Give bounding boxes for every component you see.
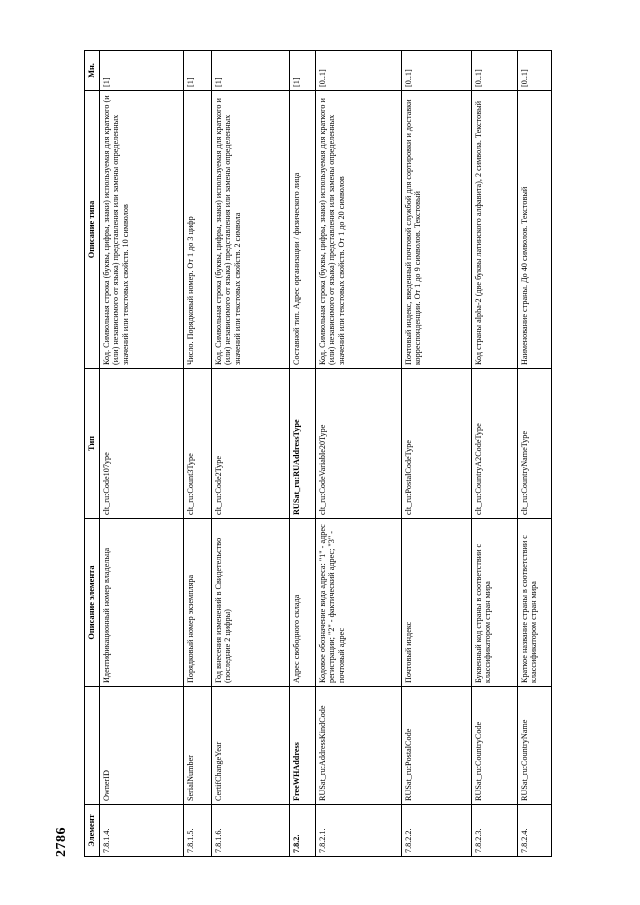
cell-type: RUSat_ru:RUAddressType xyxy=(289,368,315,518)
cell-type: clt_ru:Count3Type xyxy=(183,368,211,518)
cell-element-description: Почтовый индекс xyxy=(401,518,471,686)
cell-multiplicity: [0..1] xyxy=(517,50,551,90)
cell-type-description: Составной тип. Адрес организации / физического лица xyxy=(289,90,315,368)
cell-element-number: 7.8.2.1. xyxy=(315,804,401,856)
page-number: 2786 xyxy=(54,826,69,857)
rotated-content xyxy=(40,33,600,873)
cell-element-description: Идентификационный номер владельца xyxy=(99,518,183,686)
table-row xyxy=(183,50,211,856)
cell-element-description: Кодовое обозначение вида адреса: "1" - адрес регистрации; "2" - фактический адрес; "3" - почтовый адрес xyxy=(315,518,401,686)
cell-element-description: Год внесения изменений в Свидетельство (последние 2 цифры) xyxy=(211,518,289,686)
table-row xyxy=(211,50,289,856)
cell-multiplicity: [0..1] xyxy=(315,50,401,90)
cell-element-name: RUSat_ru:CountryName xyxy=(517,686,551,804)
cell-type-description: Наименование страны. До 40 символов. Текстовый xyxy=(517,90,551,368)
header-element-number: Элемент xyxy=(85,804,100,856)
cell-element-number: 7.8.2.3. xyxy=(471,804,517,856)
cell-element-name: RUSat_ru:CountryCode xyxy=(471,686,517,804)
table-row xyxy=(99,50,183,856)
table-row xyxy=(401,50,471,856)
cell-element-description: Порядковый номер экземпляра xyxy=(183,518,211,686)
cell-element-number: 7.8.1.5. xyxy=(183,804,211,856)
table-row xyxy=(315,50,401,856)
cell-type-description: Код. Символьная строка (буквы, цифры, знаки) используемая для краткого и (или) независимого от языка) представления или замены определенных значений или текстовых свойств. От 1 до 20 символов xyxy=(315,90,401,368)
cell-element-name: CertifChangeYear xyxy=(211,686,289,804)
header-type: Тип xyxy=(85,368,100,518)
cell-element-description: Буквенный код страны в соответствии с классификатором стран мира xyxy=(471,518,517,686)
cell-type: clt_ru:CountryNameType xyxy=(517,368,551,518)
cell-multiplicity: [1] xyxy=(211,50,289,90)
cell-type-description: Код. Символьная строка (буквы, цифры, знаки) используемая для краткого и (или) независимого от языка) представления или замены определенных значений или текстовых свойств. 2 символа xyxy=(211,90,289,368)
cell-type-description: Код. Символьная строка (буквы, цифры, знаки) используемая для краткого (и (или) независимого от языка) представления или замены определенных значений или текстовых свойств. 10 символов xyxy=(99,90,183,368)
cell-element-number: 7.8.1.6. xyxy=(211,804,289,856)
table-header-row xyxy=(85,50,100,856)
cell-element-name: FreeWHAddress xyxy=(289,686,315,804)
cell-element-number: 7.8.2. xyxy=(289,804,315,856)
cell-type: clt_ru:Code107ype xyxy=(99,368,183,518)
cell-element-number: 7.8.2.2. xyxy=(401,804,471,856)
cell-element-description: Адрес свободного склада xyxy=(289,518,315,686)
cell-type-description: Почтовый индекс, введенный почтовой службой для сортировки и доставки корреспонденции. От 1 до 9 символов. Текстовый xyxy=(401,90,471,368)
header-multiplicity: Мн. xyxy=(85,50,100,90)
cell-multiplicity: [1] xyxy=(99,50,183,90)
cell-type: clt_ru:CountryA2CodeType xyxy=(471,368,517,518)
cell-type: clt_ru:Code2Type xyxy=(211,368,289,518)
table-row xyxy=(517,50,551,856)
cell-element-number: 7.8.2.4. xyxy=(517,804,551,856)
table-row-section xyxy=(289,50,315,856)
header-element-description: Описание элемента xyxy=(85,518,100,686)
cell-element-name: RUSat_ru:PostalCode xyxy=(401,686,471,804)
header-type-description: Описание типа xyxy=(85,90,100,368)
table-row xyxy=(471,50,517,856)
cell-element-number: 7.8.1.4. xyxy=(99,804,183,856)
cell-multiplicity: [1] xyxy=(289,50,315,90)
cell-multiplicity: [1] xyxy=(183,50,211,90)
header-element-name xyxy=(85,686,100,804)
cell-element-name: OwnerID xyxy=(99,686,183,804)
cell-type-description: Число. Порядковый номер. От 1 до 3 цифр xyxy=(183,90,211,368)
cell-type: clt_ru:PostalCodeType xyxy=(401,368,471,518)
cell-element-name: RUSat_ru:AddressKindCode xyxy=(315,686,401,804)
cell-type-description: Код страны alpha-2 (две буквы латинского алфавита), 2 символа. Текстовый xyxy=(471,90,517,368)
cell-type: clt_ru:CodeVariable20Type xyxy=(315,368,401,518)
cell-multiplicity: [0..1] xyxy=(401,50,471,90)
cell-multiplicity: [0..1] xyxy=(471,50,517,90)
cell-element-name: SerialNumber xyxy=(183,686,211,804)
cell-element-description: Краткое название страны в соответствии с классификатором стран мира xyxy=(517,518,551,686)
element-specification-table xyxy=(84,50,552,857)
